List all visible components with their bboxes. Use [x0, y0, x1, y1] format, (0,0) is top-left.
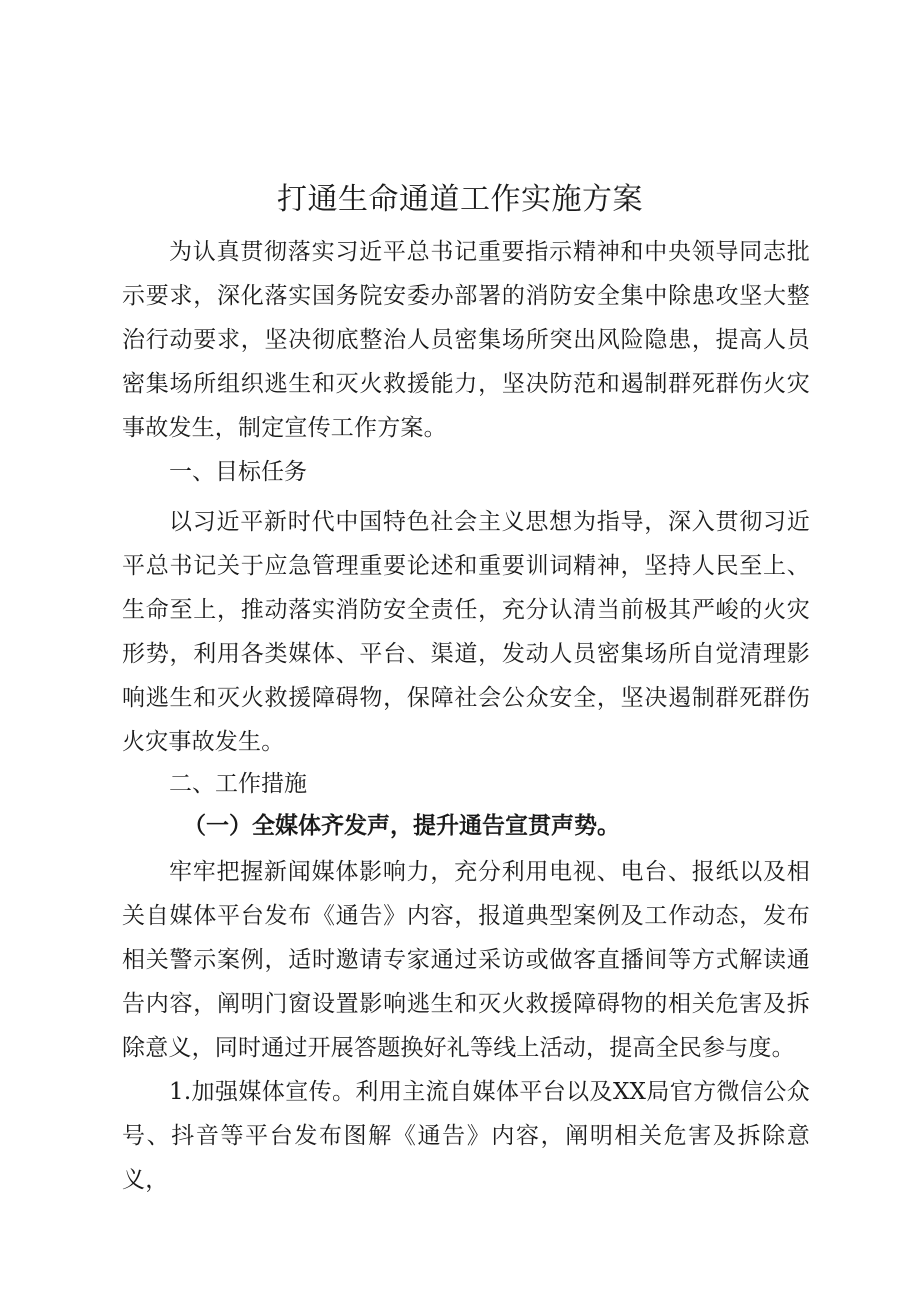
intro-paragraph: 为认真贯彻落实习近平总书记重要指示精神和中央领导同志批示要求，深化落实国务院安委办部署的消防安全集中除患攻坚大整治行动要求，坚决彻底整治人员密集场所突出风险隐患，提高人员密集场所组织逃生和灭火救援能力，坚决防范和遏制群死群伤火灾事故发生，制定宣传工作方案。: [122, 239, 810, 441]
list-item-media-publicity: 1.加强媒体宣传。利用主流自媒体平台以及XX局官方微信公众号、抖音等平台发布图解《通告》内容，阐明相关危害及拆除意义，: [122, 1079, 810, 1193]
subsection-heading-media: （一）全媒体齐发声，提升通告宣贯声势。: [183, 812, 620, 839]
section-heading-goals: 一、目标任务: [169, 459, 307, 485]
media-paragraph: 牢牢把握新闻媒体影响力，充分利用电视、电台、报纸以及相关自媒体平台发布《通告》内容，报道典型案例及工作动态，发布相关警示案例，适时邀请专家通过采访或做客直播间等方式解读通告内容，阐明门窗设置影响逃生和灭火救援障碍物的相关危害及拆除意义，同时通过开展答题换好礼等线上活动，提高全民参与度。: [122, 859, 810, 1061]
document-title: 打通生命通道工作实施方案: [277, 182, 643, 217]
section-heading-measures: 二、工作措施: [169, 771, 307, 797]
goals-paragraph: 以习近平新时代中国特色社会主义思想为指导，深入贯彻习近平总书记关于应急管理重要论述和重要训词精神，坚持人民至上、生命至上，推动落实消防安全责任，充分认清当前极其严峻的火灾形势，利用各类媒体、平台、渠道，发动人员密集场所自觉清理影响逃生和灭火救援障碍物，保障社会公众安全，坚决遏制群死群伤火灾事故发生。: [122, 509, 810, 755]
